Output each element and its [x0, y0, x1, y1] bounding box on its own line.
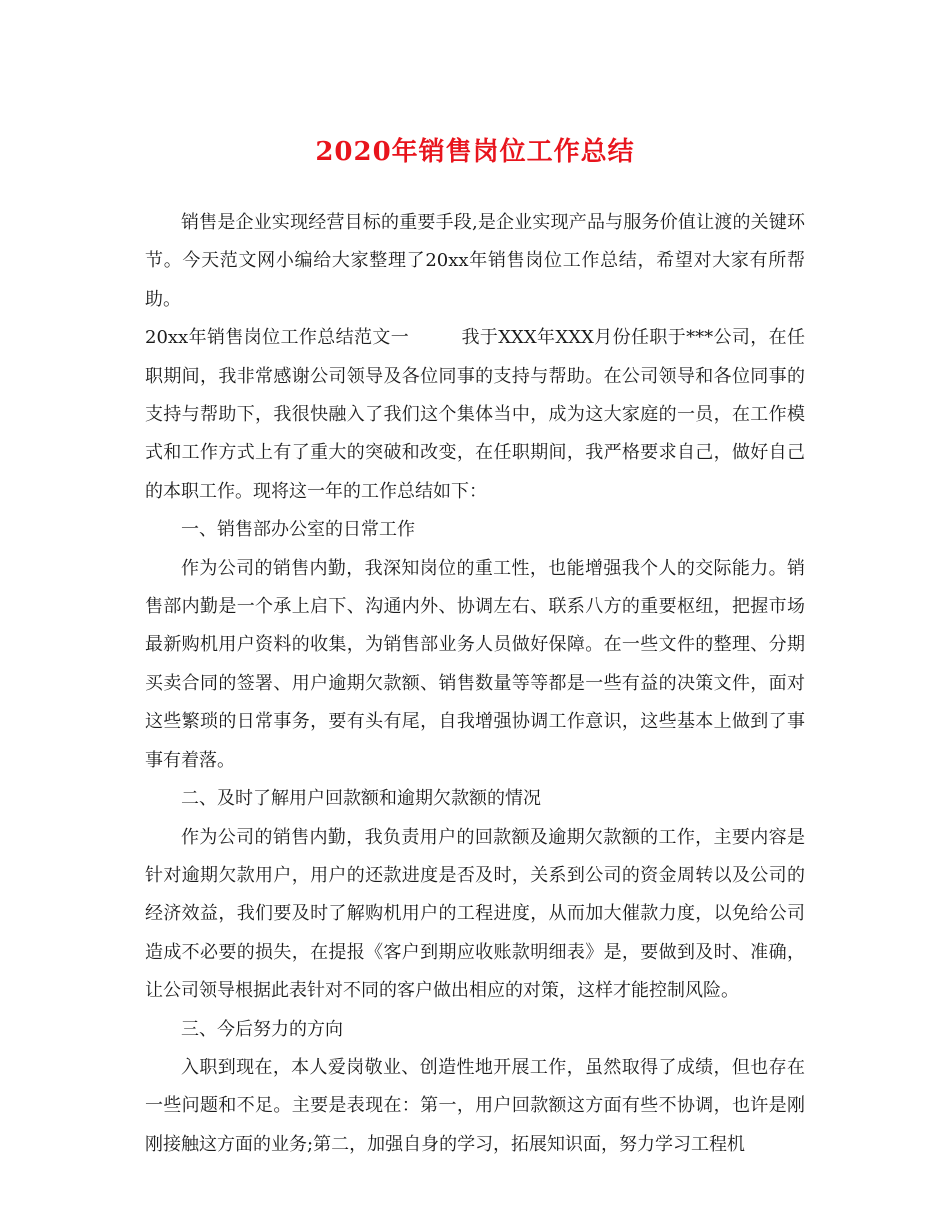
section-heading-3: 三、今后努力的方向	[181, 1018, 343, 1040]
document-body	[145, 204, 805, 1164]
section-heading-1: 一、销售部办公室的日常工作	[181, 519, 415, 541]
section-text-1: 作为公司的销售内勤，我深知岗位的重工性，也能增强我个人的交际能力。销售部内勤是一个承上启下、沟通内外、协调左右、联系八方的重要枢纽，把握市场最新购机用户资料的收集，为销售部业务人员做好保障。在一些文件的整理、分期买卖合同的签署、用户逾期欠款额、销售数量等等都是一些有益的决策文件，面对这些繁琐的日常事务，要有头有尾，自我增强协调工作意识，这些基本上做到了事事有着落。	[145, 557, 805, 771]
document-title: 2020年销售岗位工作总结	[315, 137, 635, 167]
intro-paragraph: 销售是企业实现经营目标的重要手段,是企业实现产品与服务价值让渡的关键环节。今天范文网小编给大家整理了20xx年销售岗位工作总结，希望对大家有所帮助。	[145, 212, 805, 310]
sample-heading: 20xx年销售岗位工作总结范文一	[145, 327, 410, 349]
sample-opening: 我于XXX年XXX月份任职于***公司，在任职期间，我非常感谢公司领导及各位同事的支持与帮助。在公司领导和各位同事的支持与帮助下，我很快融入了我们这个集体当中，成为这大家庭的一员，在工作模式和工作方式上有了重大的突破和改变，在任职期间，我严格要求自己，做好自己的本职工作。现将这一年的工作总结如下：	[145, 327, 805, 502]
section-text-3: 入职到现在，本人爱岗敬业、创造性地开展工作，虽然取得了成绩，但也存在一些问题和不足。主要是表现在：第一，用户回款额这方面有些不协调，也许是刚刚接触这方面的业务;第二，加强自身的学习，拓展知识面，努力学习工程机	[145, 1056, 805, 1155]
section-heading-2: 二、及时了解用户回款额和逾期欠款额的情况	[181, 788, 541, 810]
sample-paragraph	[145, 319, 805, 511]
section-text-2: 作为公司的销售内勤，我负责用户的回款额及逾期欠款额的工作，主要内容是针对逾期欠款用户，用户的还款进度是否及时，关系到公司的资金周转以及公司的经济效益，我们要及时了解购机用户的工程进度，从而加大催款力度，以免给公司造成不必要的损失，在提报《客户到期应收账款明细表》是，要做到及时、准确，让公司领导根据此表针对不同的客户做出相应的对策，这样才能控制风险。	[145, 826, 805, 1002]
